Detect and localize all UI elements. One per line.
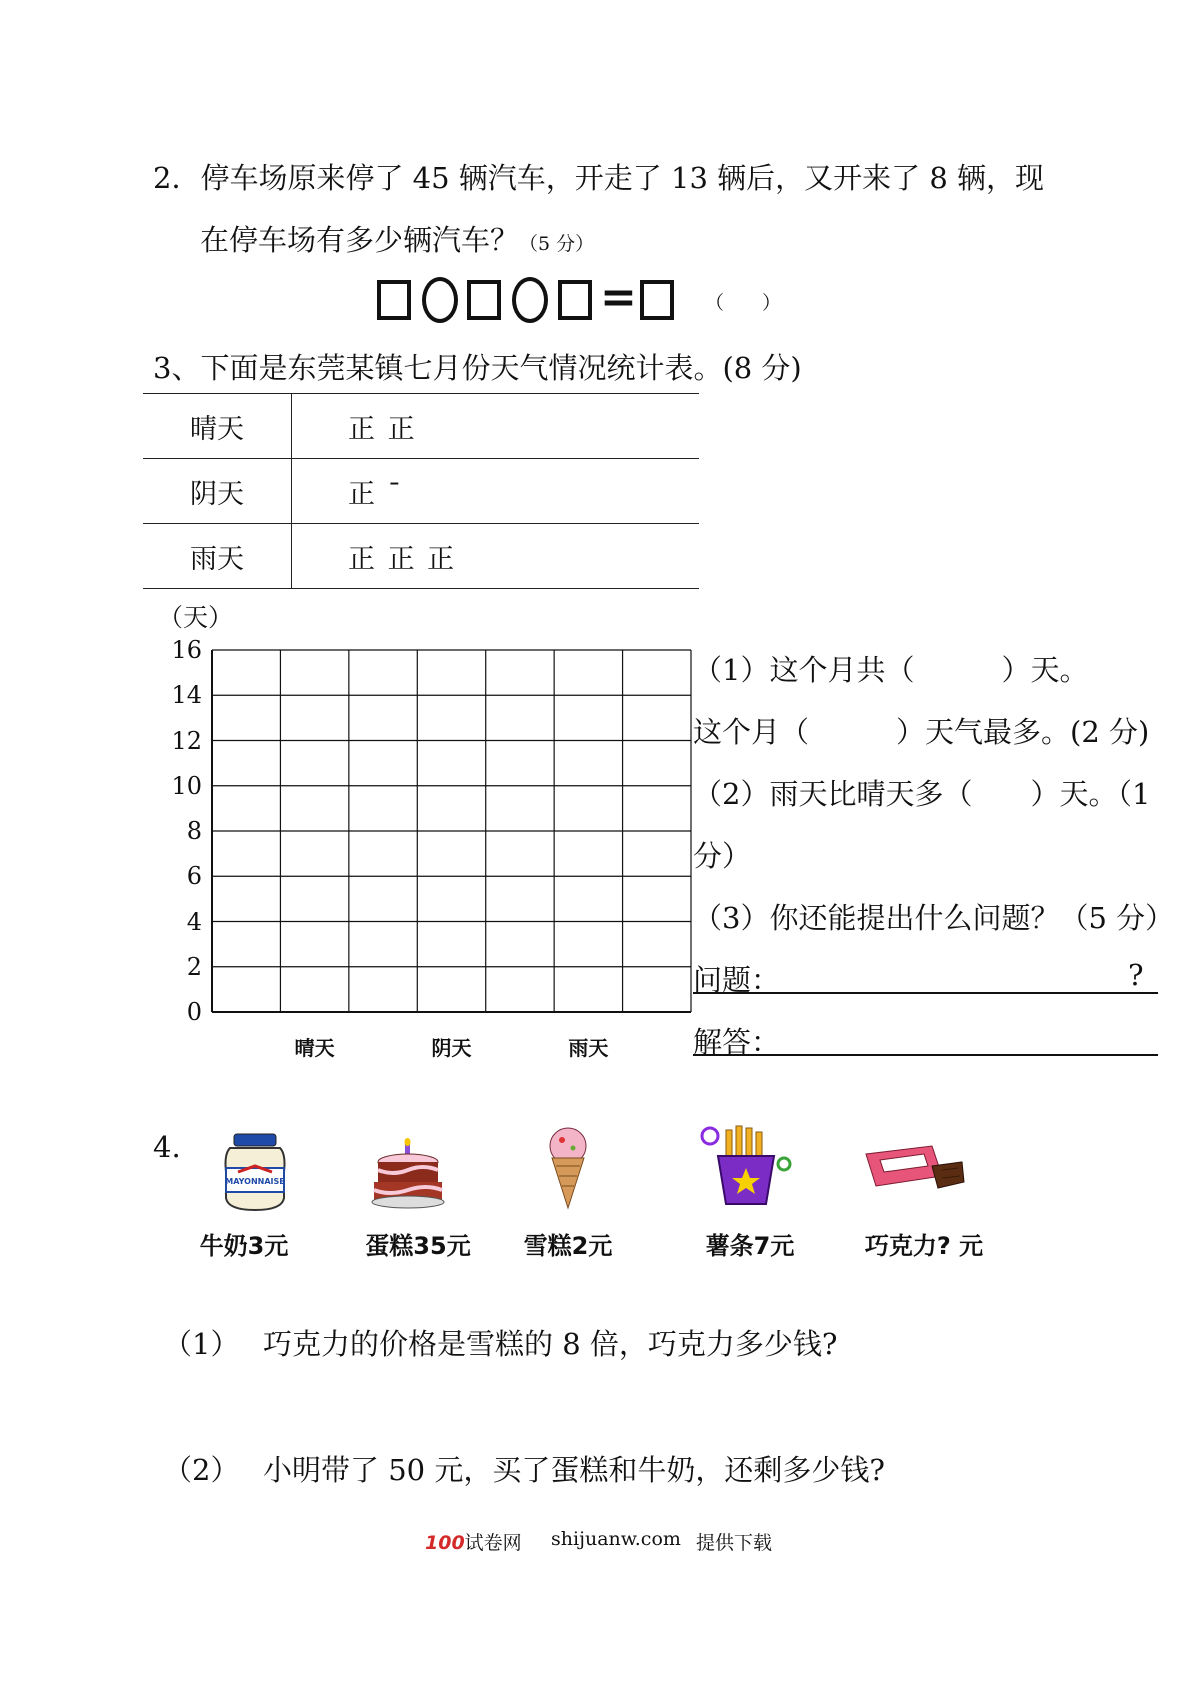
operator-circle-1[interactable] xyxy=(422,277,458,323)
mayonnaise-jar-icon xyxy=(220,1132,290,1212)
x-category-label: 晴天 xyxy=(294,1036,335,1060)
q2-line1: 2．停车场原来停了 45 辆汽车，开走了 13 辆后，又开来了 8 辆，现 xyxy=(153,161,1045,195)
weather-tally-table xyxy=(143,393,699,589)
item-label-milk: 牛奶3元 xyxy=(199,1232,289,1260)
item-label-cake: 蛋糕35元 xyxy=(365,1232,471,1260)
y-tick-label: 2 xyxy=(186,952,202,981)
q3-sub1b: 这个月（ ）天气最多。(2 分) xyxy=(693,715,1150,749)
item-label-chocolate: 巧克力? 元 xyxy=(864,1232,984,1260)
answer-box-result[interactable] xyxy=(640,280,674,320)
x-category-label: 雨天 xyxy=(568,1036,609,1060)
question-answer-line[interactable] xyxy=(693,992,1158,994)
item-label-icecream: 雪糕2元 xyxy=(523,1232,613,1260)
footer-note: 提供下载 xyxy=(696,1532,773,1554)
y-tick-label: 8 xyxy=(186,817,202,845)
y-tick-label: 16 xyxy=(171,636,202,664)
chart-ylabel: （天） xyxy=(158,603,234,632)
q3-title: 3、下面是东莞某镇七月份天气情况统计表。(8 分) xyxy=(153,351,802,385)
footer-brand xyxy=(425,1528,522,1555)
q3-sub3: （3）你还能提出什么问题？（5 分） xyxy=(693,901,1175,935)
q4-sub1-number: （1） xyxy=(163,1327,240,1361)
ice-cream-icon xyxy=(540,1124,596,1210)
question-mark: ? xyxy=(1128,958,1144,992)
site-name: 试卷网 xyxy=(464,1532,522,1554)
q4-sub2-number: （2） xyxy=(163,1453,240,1487)
y-tick-label: 12 xyxy=(171,726,202,755)
answer-label: 解答： xyxy=(693,1025,781,1059)
cake-icon xyxy=(368,1138,448,1210)
q2-points: （5 分） xyxy=(519,233,595,255)
footer-domain[interactable]: shijuanw.com xyxy=(551,1528,681,1550)
chocolate-icon xyxy=(862,1142,968,1198)
solution-answer-line[interactable] xyxy=(693,1054,1158,1056)
q2-line2 xyxy=(200,218,594,259)
table-cell-tally: 正 正 xyxy=(292,394,700,459)
jar-label-text: MAYONNAISE xyxy=(225,1177,285,1186)
fries-icon xyxy=(700,1124,792,1208)
item-label-fries: 薯条7元 xyxy=(705,1232,795,1260)
q4-number: 4. xyxy=(153,1130,181,1164)
table-row xyxy=(143,459,699,524)
y-tick-label: 0 xyxy=(186,998,202,1026)
table-cell-tally: 正 正 正 xyxy=(292,524,700,589)
equals-sign: = xyxy=(600,272,637,323)
q3-sub2b: 分） xyxy=(693,839,752,873)
question-label: 问题： xyxy=(693,963,781,997)
x-category-label: 阴天 xyxy=(431,1036,472,1060)
q4-sub1-text: 巧克力的价格是雪糕的 8 倍，巧克力多少钱? xyxy=(263,1327,838,1361)
table-cell-label: 晴天 xyxy=(143,394,292,459)
unit-blank[interactable]: （ ） xyxy=(705,292,782,314)
q4-sub2-text: 小明带了 50 元，买了蛋糕和牛奶，还剩多少钱? xyxy=(263,1453,885,1487)
table-row xyxy=(143,394,699,459)
operator-circle-2[interactable] xyxy=(512,277,548,323)
table-cell-tally: 正 ¯ xyxy=(292,459,700,524)
q3-sub2a: （2）雨天比晴天多（ ）天。（1 xyxy=(693,777,1151,811)
table-cell-label: 阴天 xyxy=(143,459,292,524)
q3-sub1: （1）这个月共（ ）天。 xyxy=(693,653,1089,687)
answer-box-2[interactable] xyxy=(467,280,501,320)
y-tick-label: 14 xyxy=(171,681,202,710)
table-cell-label: 雨天 xyxy=(143,524,292,589)
y-tick-label: 4 xyxy=(186,907,202,936)
answer-box-1[interactable] xyxy=(377,280,411,320)
answer-box-3[interactable] xyxy=(558,280,592,320)
y-tick-label: 10 xyxy=(171,771,202,800)
site-logo: 100 xyxy=(425,1532,465,1554)
table-row xyxy=(143,524,699,589)
q2-question-text: 在停车场有多少辆汽车？ xyxy=(200,223,520,257)
y-tick-label: 6 xyxy=(186,862,202,891)
